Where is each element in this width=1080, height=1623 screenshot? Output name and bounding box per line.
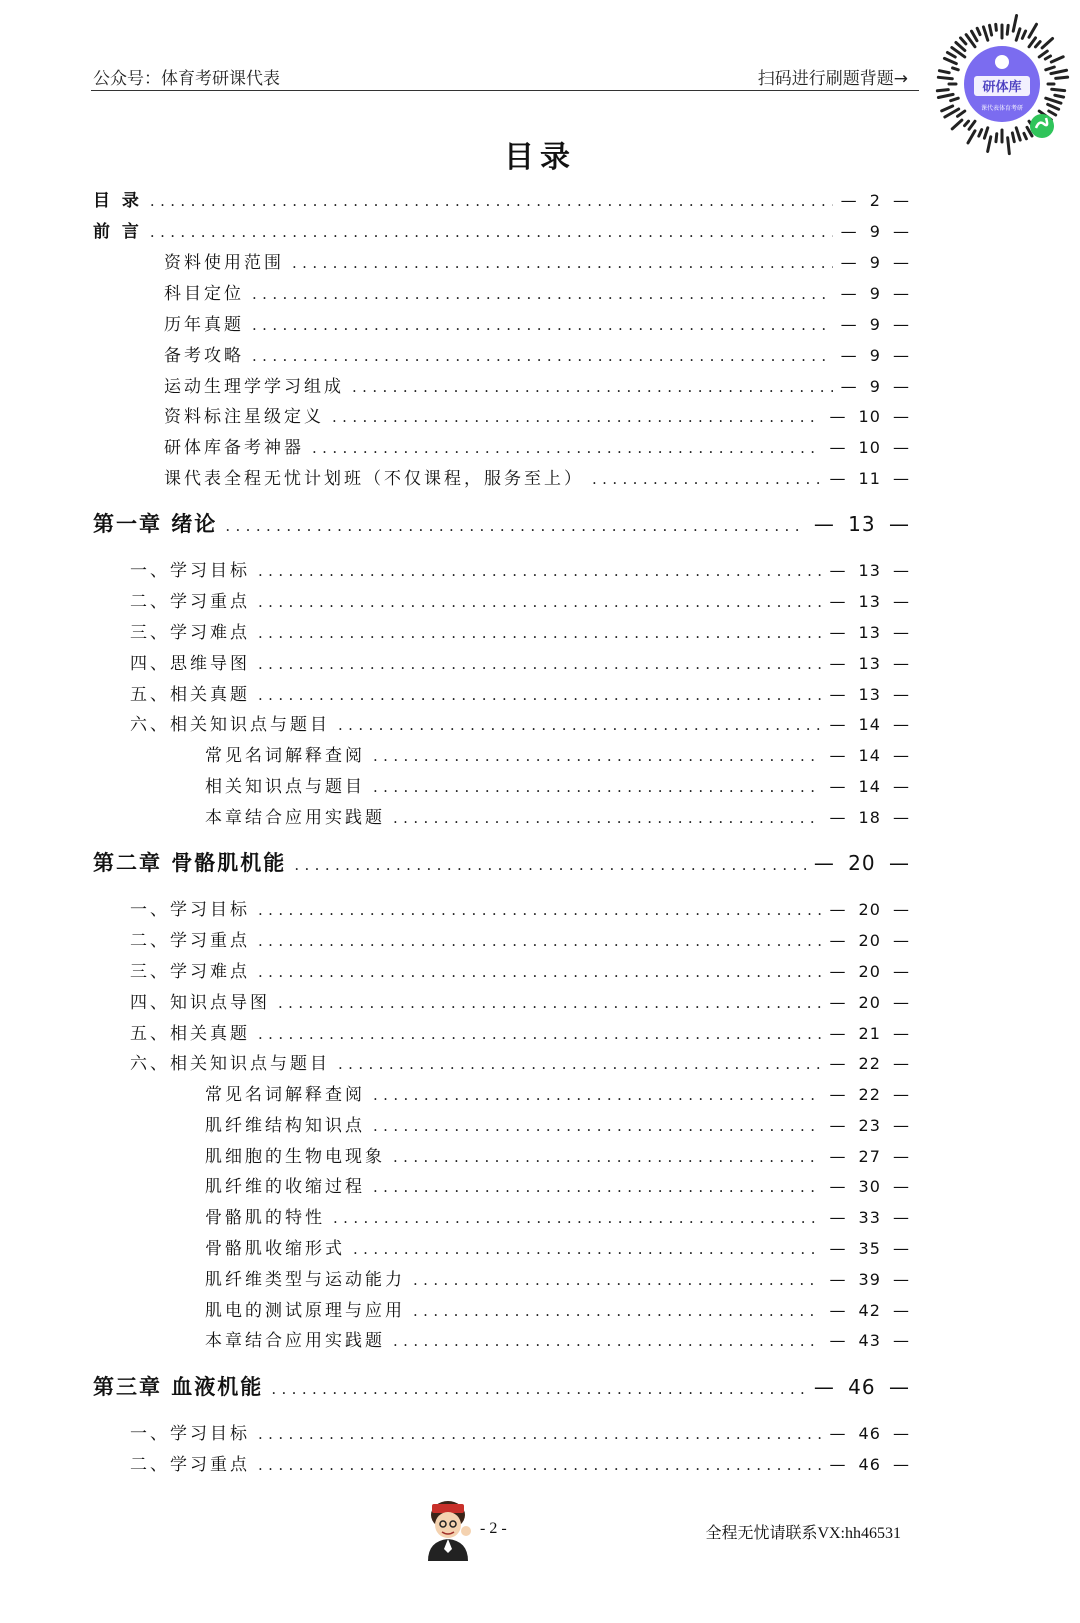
toc-leader-dots	[413, 1302, 821, 1320]
runner-icon	[995, 55, 1009, 69]
toc-leader-dots	[258, 1025, 821, 1043]
toc-entry-page: — 14 —	[829, 715, 910, 734]
toc-entry-page: — 13 —	[829, 654, 910, 673]
toc-entry-label: 第二章 骨骼肌机能	[93, 850, 287, 875]
toc-leader-dots	[373, 1117, 821, 1135]
toc-entry[interactable]	[164, 433, 910, 458]
toc-entry-page: — 9 —	[840, 346, 910, 365]
toc-leader-dots	[271, 1380, 806, 1398]
toc-entry[interactable]	[205, 1142, 910, 1167]
toc-entry-label: 六、相关知识点与题目	[130, 715, 330, 735]
toc-entry-page: — 46 —	[829, 1455, 910, 1474]
toc-entry[interactable]	[164, 341, 910, 366]
toc-entry-page: — 43 —	[829, 1331, 910, 1350]
toc-entry-page: — 46 —	[829, 1424, 910, 1443]
header-scan-hint: 扫码进行刷题背题→	[757, 69, 908, 89]
toc-entry[interactable]	[205, 1203, 910, 1228]
toc-entry-page: — 46 —	[813, 1375, 910, 1399]
toc-entry[interactable]	[205, 1265, 910, 1290]
toc-entry-page: — 13 —	[829, 561, 910, 580]
toc-entry[interactable]	[130, 680, 910, 705]
toc-leader-dots	[258, 655, 821, 673]
toc-entry-label: 肌纤维结构知识点	[205, 1116, 365, 1136]
toc-leader-dots	[258, 593, 821, 611]
toc-entry-page: — 22 —	[829, 1054, 910, 1073]
toc-entry-label: 研体库备考神器	[164, 438, 304, 458]
toc-entry-label: 第三章 血液机能	[93, 1374, 264, 1399]
toc-chapter-entry[interactable]	[93, 1371, 910, 1401]
toc-leader-dots	[312, 439, 821, 457]
toc-entry-page: — 14 —	[829, 777, 910, 796]
toc-entry-label: 科目定位	[164, 284, 244, 304]
toc-leader-dots	[252, 316, 833, 334]
toc-entry-label: 一、学习目标	[130, 900, 250, 920]
toc-entry-label: 五、相关真题	[130, 1024, 250, 1044]
toc-entry-label: 三、学习难点	[130, 962, 250, 982]
toc-leader-dots	[332, 408, 821, 426]
toc-entry-page: — 33 —	[829, 1208, 910, 1227]
toc-entry-page: — 10 —	[829, 407, 910, 426]
toc-leader-dots	[294, 856, 806, 874]
toc-entry[interactable]	[164, 248, 910, 273]
toc-leader-dots	[413, 1271, 821, 1289]
toc-leader-dots	[373, 778, 821, 796]
toc-leader-dots	[258, 686, 821, 704]
toc-entry[interactable]	[93, 186, 910, 211]
toc-entry[interactable]	[205, 803, 910, 828]
toc-entry[interactable]	[130, 926, 910, 951]
toc-entry-label: 资料标注星级定义	[164, 407, 324, 427]
toc-entry-page: — 20 —	[829, 962, 910, 981]
toc-entry[interactable]	[205, 772, 910, 797]
toc-entry-page: — 42 —	[829, 1301, 910, 1320]
toc-entry-label: 六、相关知识点与题目	[130, 1054, 330, 1074]
toc-entry-page: — 10 —	[829, 438, 910, 457]
toc-entry[interactable]	[130, 649, 910, 674]
toc-entry-label: 常见名词解释查阅	[205, 1085, 365, 1105]
toc-entry[interactable]	[130, 1019, 910, 1044]
toc-entry-page: — 11 —	[829, 469, 910, 488]
toc-leader-dots	[373, 747, 821, 765]
toc-leader-dots	[592, 470, 821, 488]
toc-entry-label: 目 录	[93, 191, 142, 211]
toc-leader-dots	[258, 562, 821, 580]
toc-entry-label: 相关知识点与题目	[205, 777, 365, 797]
toc-entry-page: — 13 —	[829, 592, 910, 611]
qr-badge-text: 研体库	[982, 80, 1022, 95]
toc-entry-page: — 35 —	[829, 1239, 910, 1258]
toc-entry-label: 四、知识点导图	[130, 993, 270, 1013]
toc-entry-label: 第一章 绪论	[93, 511, 218, 536]
toc-leader-dots	[278, 994, 821, 1012]
toc-entry-page: — 22 —	[829, 1085, 910, 1104]
page-title: 目录	[504, 140, 576, 175]
page-number: - 2 -	[480, 1520, 507, 1537]
toc-entry-page: — 20 —	[829, 900, 910, 919]
toc-entry[interactable]	[205, 1234, 910, 1259]
toc-entry[interactable]	[164, 372, 910, 397]
toc-entry-label: 肌纤维的收缩过程	[205, 1177, 365, 1197]
mascot-avatar-icon	[420, 1495, 476, 1561]
toc-entry-label: 一、学习目标	[130, 1424, 250, 1444]
toc-leader-dots	[252, 285, 833, 303]
toc-entry-page: — 13 —	[813, 512, 910, 536]
toc-chapter-entry[interactable]	[93, 508, 910, 538]
toc-leader-dots	[338, 1055, 821, 1073]
toc-entry-page: — 20 —	[813, 851, 910, 875]
toc-leader-dots	[258, 932, 821, 950]
toc-entry-page: — 2 —	[840, 191, 910, 210]
toc-entry[interactable]	[164, 310, 910, 335]
toc-entry[interactable]	[205, 1296, 910, 1321]
toc-entry-label: 骨骼肌收缩形式	[205, 1239, 345, 1259]
toc-leader-dots	[150, 192, 833, 210]
header-divider	[91, 90, 919, 91]
toc-entry-label: 肌细胞的生物电现象	[205, 1147, 385, 1167]
toc-entry-page: — 30 —	[829, 1177, 910, 1196]
toc-entry-label: 资料使用范围	[164, 253, 284, 273]
toc-entry-page: — 23 —	[829, 1116, 910, 1135]
toc-leader-dots	[393, 1148, 821, 1166]
toc-leader-dots	[252, 347, 833, 365]
toc-entry-label: 三、学习难点	[130, 623, 250, 643]
toc-leader-dots	[338, 716, 821, 734]
toc-leader-dots	[225, 517, 806, 535]
toc-entry-page: — 20 —	[829, 931, 910, 950]
toc-entry[interactable]	[130, 895, 910, 920]
toc-leader-dots	[333, 1209, 821, 1227]
toc-leader-dots	[353, 1240, 821, 1258]
toc-entry[interactable]	[205, 1326, 910, 1351]
toc-entry-label: 二、学习重点	[130, 592, 250, 612]
toc-entry[interactable]	[130, 618, 910, 643]
toc-entry-page: — 21 —	[829, 1024, 910, 1043]
toc-entry-label: 本章结合应用实践题	[205, 808, 385, 828]
qr-badge-caption: 课代表体育考研	[980, 105, 1024, 112]
toc-entry-label: 历年真题	[164, 315, 244, 335]
toc-entry[interactable]	[205, 741, 910, 766]
toc-entry-page: — 13 —	[829, 623, 910, 642]
toc-leader-dots	[258, 963, 821, 981]
toc-entry-page: — 39 —	[829, 1270, 910, 1289]
toc-leader-dots	[373, 1086, 821, 1104]
toc-entry-label: 前 言	[93, 222, 142, 242]
toc-leader-dots	[258, 1456, 821, 1474]
toc-entry[interactable]	[205, 1111, 910, 1136]
toc-entry-page: — 20 —	[829, 993, 910, 1012]
toc-entry-page: — 18 —	[829, 808, 910, 827]
toc-entry[interactable]	[205, 1080, 910, 1105]
toc-entry[interactable]	[130, 1419, 910, 1444]
toc-entry-label: 二、学习重点	[130, 931, 250, 951]
toc-leader-dots	[352, 378, 833, 396]
toc-entry[interactable]	[130, 1049, 910, 1074]
toc-leader-dots	[393, 1332, 821, 1350]
toc-entry[interactable]	[130, 988, 910, 1013]
toc-entry[interactable]	[164, 464, 910, 489]
toc-entry-label: 本章结合应用实践题	[205, 1331, 385, 1351]
toc-entry-label: 五、相关真题	[130, 685, 250, 705]
toc-leader-dots	[258, 1425, 821, 1443]
toc-entry[interactable]	[130, 556, 910, 581]
toc-entry[interactable]	[130, 710, 910, 735]
toc-entry-label: 备考攻略	[164, 346, 244, 366]
toc-entry-label: 骨骼肌的特性	[205, 1208, 325, 1228]
toc-entry[interactable]	[93, 217, 910, 242]
header-account-name: 公众号：体育考研课代表	[93, 69, 280, 89]
toc-entry-page: — 14 —	[829, 746, 910, 765]
toc-leader-dots	[393, 809, 821, 827]
toc-entry[interactable]	[130, 957, 910, 982]
toc-chapter-entry[interactable]	[93, 847, 910, 877]
toc-leader-dots	[373, 1178, 821, 1196]
toc-entry-label: 一、学习目标	[130, 561, 250, 581]
toc-entry[interactable]	[130, 1450, 910, 1475]
toc-leader-dots	[292, 254, 833, 272]
toc-entry-label: 肌纤维类型与运动能力	[205, 1270, 405, 1290]
toc-entry[interactable]	[164, 402, 910, 427]
toc-entry-page: — 27 —	[829, 1147, 910, 1166]
toc-entry-label: 四、思维导图	[130, 654, 250, 674]
toc-entry-label: 二、学习重点	[130, 1455, 250, 1475]
toc-leader-dots	[150, 223, 833, 241]
toc-entry-page: — 9 —	[840, 253, 910, 272]
footer-contact: 全程无忧请联系VX:hh46531	[705, 1525, 901, 1542]
toc-entry[interactable]	[205, 1172, 910, 1197]
toc-entry-label: 常见名词解释查阅	[205, 746, 365, 766]
toc-entry[interactable]	[130, 587, 910, 612]
toc-entry[interactable]	[164, 279, 910, 304]
toc-entry-page: — 9 —	[840, 284, 910, 303]
toc-leader-dots	[258, 624, 821, 642]
toc-entry-page: — 9 —	[840, 377, 910, 396]
toc-entry-page: — 9 —	[840, 315, 910, 334]
toc-leader-dots	[258, 901, 821, 919]
toc-entry-label: 运动生理学学习组成	[164, 377, 344, 397]
toc-entry-label: 肌电的测试原理与应用	[205, 1301, 405, 1321]
toc-entry-page: — 9 —	[840, 222, 910, 241]
toc-entry-page: — 13 —	[829, 685, 910, 704]
toc-entry-label: 课代表全程无忧计划班（不仅课程，服务至上）	[164, 469, 584, 489]
